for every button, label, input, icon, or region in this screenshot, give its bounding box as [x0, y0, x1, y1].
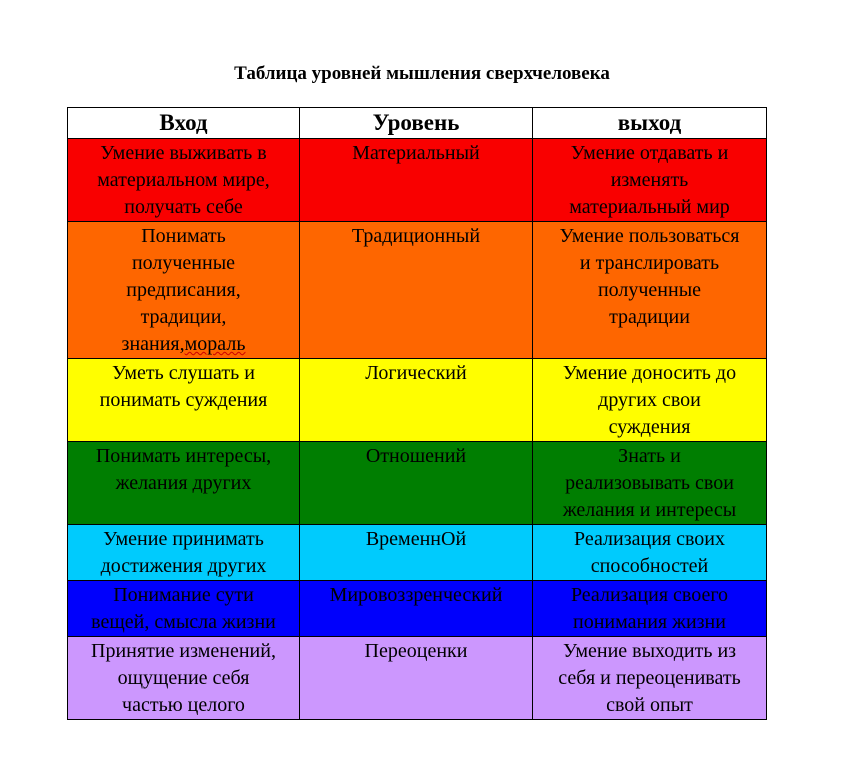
cell-input: Умение выживать в материальном мире, получать себе: [68, 139, 300, 222]
cell-level: ВременнОй: [300, 525, 533, 581]
cell-output: Знать и реализовывать свои желания и интересы: [533, 442, 767, 525]
table-row-logical: [68, 359, 767, 442]
cell-output: Умение отдавать и изменять материальный мир: [533, 139, 767, 222]
cell-output: Умение доносить до других свои суждения: [533, 359, 767, 442]
cell-level: Логический: [300, 359, 533, 442]
table-row-temporal: [68, 525, 767, 581]
cell-input: Принятие изменений, ощущение себя частью целого: [68, 637, 300, 720]
cell-input: [68, 222, 300, 359]
cell-level: Мировоззренческий: [300, 581, 533, 637]
header-level: Уровень: [300, 108, 533, 139]
cell-level: Материальный: [300, 139, 533, 222]
cell-input-tail: мораль: [184, 333, 246, 355]
cell-level: Традиционный: [300, 222, 533, 359]
cell-output: Реализация своих способностей: [533, 525, 767, 581]
header-row: [68, 108, 767, 139]
cell-output: Реализация своего понимания жизни: [533, 581, 767, 637]
cell-input-main: Понимать полученные предписания, традиции, знания,: [121, 225, 241, 355]
table-row-relations: [68, 442, 767, 525]
cell-level: Отношений: [300, 442, 533, 525]
header-output: выход: [533, 108, 767, 139]
thinking-levels-table: [67, 107, 767, 720]
cell-input: Понимать интересы, желания других: [68, 442, 300, 525]
table-row-material: [68, 139, 767, 222]
cell-input: Уметь слушать и понимать суждения: [68, 359, 300, 442]
cell-level: Переоценки: [300, 637, 533, 720]
table-title: Таблица уровней мышления сверхчеловека: [234, 63, 610, 84]
table-row-reassessment: [68, 637, 767, 720]
header-input: Вход: [68, 108, 300, 139]
cell-input-text: [74, 223, 293, 358]
table-row-worldview: [68, 581, 767, 637]
cell-input: Умение принимать достижения других: [68, 525, 300, 581]
cell-output: Умение пользоваться и транслировать полученные традиции: [533, 222, 767, 359]
table-row-traditional: [68, 222, 767, 359]
cell-output: Умение выходить из себя и переоценивать свой опыт: [533, 637, 767, 720]
cell-input: Понимание сути вещей, смысла жизни: [68, 581, 300, 637]
